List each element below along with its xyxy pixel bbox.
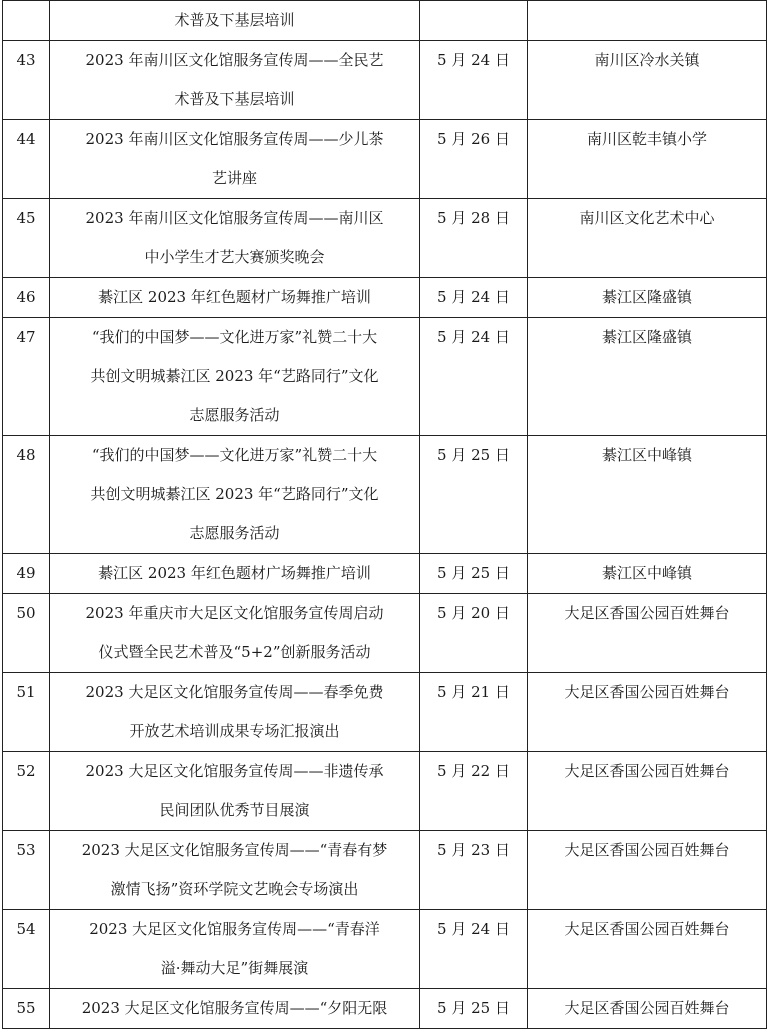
activity-place: 大足区香国公园百姓舞台 <box>528 752 767 831</box>
activity-name <box>50 673 420 752</box>
row-number: 45 <box>3 199 50 278</box>
table-row <box>3 318 767 436</box>
activity-place: 大足区香国公园百姓舞台 <box>528 594 767 673</box>
activity-name-line: 仪式暨全民艺术普及“5+2”创新服务活动 <box>98 643 371 661</box>
activity-name-line: 2023 大足区文化馆服务宣传周——“夕阳无限 <box>81 999 388 1017</box>
row-number: 50 <box>3 594 50 673</box>
activity-date: 5 月 24 日 <box>420 318 528 436</box>
activity-place: 綦江区隆盛镇 <box>528 278 767 318</box>
activity-name-line: 开放艺术培训成果专场汇报演出 <box>129 722 340 740</box>
activity-place: 大足区香国公园百姓舞台 <box>528 910 767 989</box>
activity-name-line: 2023 年南川区文化馆服务宣传周——南川区 <box>85 209 384 227</box>
activity-name-line: 2023 大足区文化馆服务宣传周——非遗传承 <box>85 762 384 780</box>
row-number: 54 <box>3 910 50 989</box>
activity-name-line: 民间团队优秀节目展演 <box>159 801 310 819</box>
activity-name-line: 术普及下基层培训 <box>174 11 295 29</box>
table-row <box>3 910 767 989</box>
activity-date: 5 月 23 日 <box>420 831 528 910</box>
activity-place: 綦江区中峰镇 <box>528 436 767 554</box>
table-row <box>3 831 767 910</box>
row-number: 49 <box>3 554 50 594</box>
activity-place: 綦江区隆盛镇 <box>528 318 767 436</box>
activity-date: 5 月 24 日 <box>420 278 528 318</box>
table-row <box>3 594 767 673</box>
row-number: 44 <box>3 120 50 199</box>
row-number: 46 <box>3 278 50 318</box>
activity-name-line: 溢·舞动大足”街舞展演 <box>160 959 309 977</box>
activity-place: 南川区文化艺术中心 <box>528 199 767 278</box>
activity-name-line: 2023 年南川区文化馆服务宣传周——少儿茶 <box>85 130 384 148</box>
activity-place: 大足区香国公园百姓舞台 <box>528 673 767 752</box>
activity-place: 南川区冷水关镇 <box>528 41 767 120</box>
activity-name-line: 志愿服务活动 <box>189 406 280 424</box>
activity-name-line: 2023 大足区文化馆服务宣传周——“青春有梦 <box>81 841 388 859</box>
row-number: 47 <box>3 318 50 436</box>
activity-name <box>50 554 420 594</box>
activity-name-line: 共创文明城綦江区 2023 年“艺路同行”文化 <box>90 367 379 385</box>
activity-name <box>50 41 420 120</box>
activity-place: 綦江区中峰镇 <box>528 554 767 594</box>
activity-name-line: 术普及下基层培训 <box>174 90 295 108</box>
activity-date: 5 月 22 日 <box>420 752 528 831</box>
table-row <box>3 1 767 41</box>
activity-name-line: 共创文明城綦江区 2023 年“艺路同行”文化 <box>90 485 379 503</box>
activity-name-line: “我们的中国梦——文化进万家”礼赞二十大 <box>91 446 378 464</box>
table-row <box>3 41 767 120</box>
activity-date: 5 月 24 日 <box>420 41 528 120</box>
activity-name <box>50 752 420 831</box>
table-row <box>3 752 767 831</box>
row-number: 43 <box>3 41 50 120</box>
activity-date: 5 月 25 日 <box>420 989 528 1029</box>
activity-name <box>50 594 420 673</box>
activity-name-line: 2023 年重庆市大足区文化馆服务宣传周启动 <box>85 604 384 622</box>
activity-name-line: 2023 大足区文化馆服务宣传周——“青春洋 <box>89 920 380 938</box>
table-row <box>3 278 767 318</box>
table-row <box>3 436 767 554</box>
activity-name <box>50 199 420 278</box>
row-number: 53 <box>3 831 50 910</box>
activity-date: 5 月 24 日 <box>420 910 528 989</box>
activity-place: 南川区乾丰镇小学 <box>528 120 767 199</box>
activity-name <box>50 1 420 41</box>
activity-name-line: 中小学生才艺大赛颁奖晚会 <box>144 248 325 266</box>
activity-date: 5 月 25 日 <box>420 554 528 594</box>
activity-name <box>50 910 420 989</box>
activity-name-line: “我们的中国梦——文化进万家”礼赞二十大 <box>91 328 378 346</box>
activity-place: 大足区香国公园百姓舞台 <box>528 989 767 1029</box>
activity-name <box>50 318 420 436</box>
activity-name <box>50 120 420 199</box>
activity-date: 5 月 20 日 <box>420 594 528 673</box>
activity-name-line: 志愿服务活动 <box>189 524 280 542</box>
row-number: 55 <box>3 989 50 1029</box>
activity-name <box>50 278 420 318</box>
table-row <box>3 989 767 1029</box>
activity-name-line: 綦江区 2023 年红色题材广场舞推广培训 <box>98 564 371 582</box>
table-row <box>3 554 767 594</box>
activity-name-line: 綦江区 2023 年红色题材广场舞推广培训 <box>98 288 371 306</box>
schedule-table <box>2 0 767 1029</box>
table-row <box>3 199 767 278</box>
activity-date: 5 月 26 日 <box>420 120 528 199</box>
row-number: 52 <box>3 752 50 831</box>
activity-name <box>50 989 420 1029</box>
activity-date: 5 月 21 日 <box>420 673 528 752</box>
activity-name-line: 2023 大足区文化馆服务宣传周——春季免费 <box>85 683 384 701</box>
activity-name-line: 艺讲座 <box>211 169 257 187</box>
activity-place <box>528 1 767 41</box>
activity-name-line: 激情飞扬”资环学院文艺晚会专场演出 <box>110 880 359 898</box>
row-number <box>3 1 50 41</box>
row-number: 51 <box>3 673 50 752</box>
table-row <box>3 673 767 752</box>
row-number: 48 <box>3 436 50 554</box>
activity-name <box>50 436 420 554</box>
schedule-body <box>3 1 767 1029</box>
activity-date: 5 月 28 日 <box>420 199 528 278</box>
activity-name <box>50 831 420 910</box>
activity-date <box>420 1 528 41</box>
activity-date: 5 月 25 日 <box>420 436 528 554</box>
table-row <box>3 120 767 199</box>
activity-name-line: 2023 年南川区文化馆服务宣传周——全民艺 <box>85 51 384 69</box>
activity-place: 大足区香国公园百姓舞台 <box>528 831 767 910</box>
